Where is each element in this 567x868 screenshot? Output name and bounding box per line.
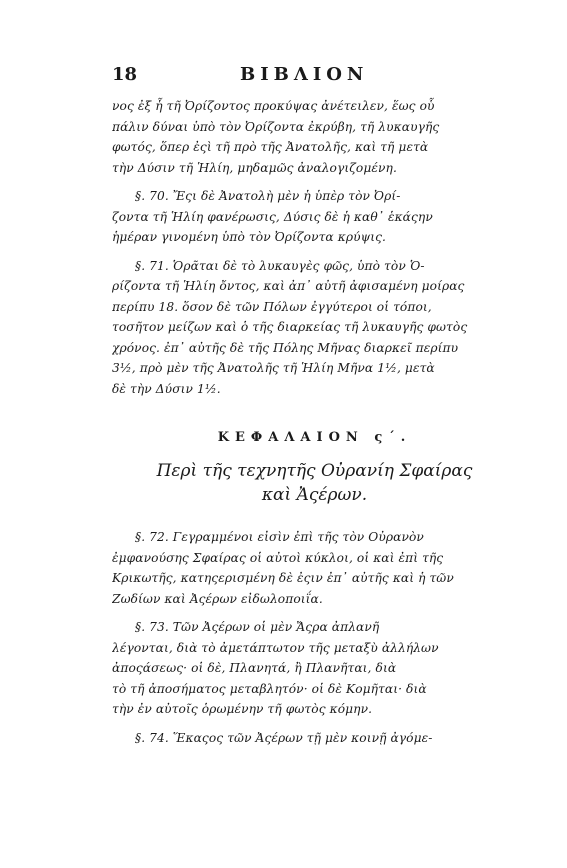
paragraph-70 xyxy=(112,186,517,248)
chapter-label: ΚΕΦΑΛΑΙΟΝ ς΄. xyxy=(217,430,412,445)
page-body xyxy=(112,96,517,748)
paragraph-71 xyxy=(112,256,517,400)
chapter-heading-line: Περὶ τῆς τεχνητῆς Οὐρανίη Σφαίρας xyxy=(156,461,473,481)
text-line: Κρικωτῆς, κατηςερισμένη δὲ ἐςιν ἐπ᾽ αὐτῆς καὶ ἡ τῶν xyxy=(112,571,454,585)
chapter-heading-line: καὶ Ἀςέρων. xyxy=(261,485,368,505)
paragraph-continuation xyxy=(112,96,517,178)
text-line: ἐμφανούσης Σφαίρας οἱ αὐτοὶ κύκλοι, οἱ καὶ ἐπὶ τῆς xyxy=(112,550,444,565)
text-line: πάλιν δύναι ὑπὸ τὸν Ὀρίζοντα ἐκρύβη, τῆ λυκαυγῆς xyxy=(112,119,440,134)
paragraph-72 xyxy=(112,527,517,609)
text-line: τὴν Δύσιν τῆ Ἡλίη, μηδαμῶς ἀναλογιζομένη. xyxy=(112,160,397,175)
text-line: νος ἐξ ἧ τῆ Ὀρίζοντος προκύψας ἀνέτειλεν, ἕως οὗ xyxy=(112,99,435,113)
text-line: τοσῆτον μείζων καὶ ὁ τῆς διαρκείας τῆ λυκαυγῆς φωτὸς xyxy=(112,320,468,334)
text-line: §. 72. Γεγραμμένοι εἰσὶν ἐπὶ τῆς τὸν Οὐρανὸν xyxy=(135,530,424,544)
text-line: 3½, πρὸ μὲν τῆς Ἀνατολῆς τῆ Ἡλίη Μῆνα 1½, μετὰ xyxy=(112,361,435,375)
text-line: §. 70. Ἔςι δὲ Ἀνατολὴ μὲν ἡ ὑπὲρ τὸν Ὀρί- xyxy=(135,189,401,203)
text-line: λέγονται, διὰ τὸ ἀμετάπτωτον τῆς μεταξὺ ἀλλήλων xyxy=(112,640,439,655)
text-line: ἡμέραν γινομένη ὑπὸ τὸν Ὀρίζοντα κρύψις. xyxy=(112,230,387,244)
paragraph-73 xyxy=(112,617,517,720)
text-line: τὸ τῆ ἀποσήματος μεταβλητόν· οἱ δὲ Κομῆται· διὰ xyxy=(112,681,427,696)
running-title: ΒΙΒΛΙΟΝ xyxy=(240,64,369,85)
text-line: §. 73. Τῶν Ἀςέρων οἱ μὲν Ἄςρα ἀπλανῆ xyxy=(135,620,380,634)
text-line: Ζωδίων καὶ Ἀςέρων εἰδωλοποιΐα. xyxy=(112,591,323,606)
text-line: ἀποςάσεως· οἱ δὲ, Πλανητά, ἢ Πλανῆται, διὰ xyxy=(112,661,397,675)
text-line: ζοντα τῆ Ἡλίη φανέρωσις, Δύσις δὲ ἡ καθ᾽ ἑκάςην xyxy=(112,209,433,224)
text-line: τὴν ἐν αὐτοῖς ὁρωμένην τῆ φωτὸς κόμην. xyxy=(112,702,373,716)
page-header xyxy=(112,64,512,88)
text-line: §. 71. Ὁρᾶται δὲ τὸ λυκαυγὲς φῶς, ὑπὸ τὸν Ὁ- xyxy=(135,258,425,273)
page-number: 18 xyxy=(112,64,138,85)
text-line: δὲ τὴν Δύσιν 1½. xyxy=(112,381,221,396)
text-line: ρίζοντα τῆ Ἡλίη ὄντος, καὶ ἀπ᾽ αὐτῆ ἀφισαμένη μοίρας xyxy=(112,279,465,293)
text-line: χρόνος. ἐπ᾽ αὐτῆς δὲ τῆς Πόλης Μῆνας διαρκεῖ περίπυ xyxy=(112,340,459,355)
text-line: περίπυ 18. ὅσον δὲ τῶν Πόλων ἐγγύτεροι οἱ τόποι, xyxy=(112,299,432,314)
paragraph-74 xyxy=(112,728,517,749)
text-line: φωτός, ὅπερ ἐςὶ τῆ πρὸ τῆς Ἀνατολῆς, καὶ τῆ μετὰ xyxy=(112,140,429,154)
text-line: §. 74. Ἕκαςος τῶν Ἀςέρων τῇ μὲν κοινῇ ἀγόμε- xyxy=(135,730,433,745)
